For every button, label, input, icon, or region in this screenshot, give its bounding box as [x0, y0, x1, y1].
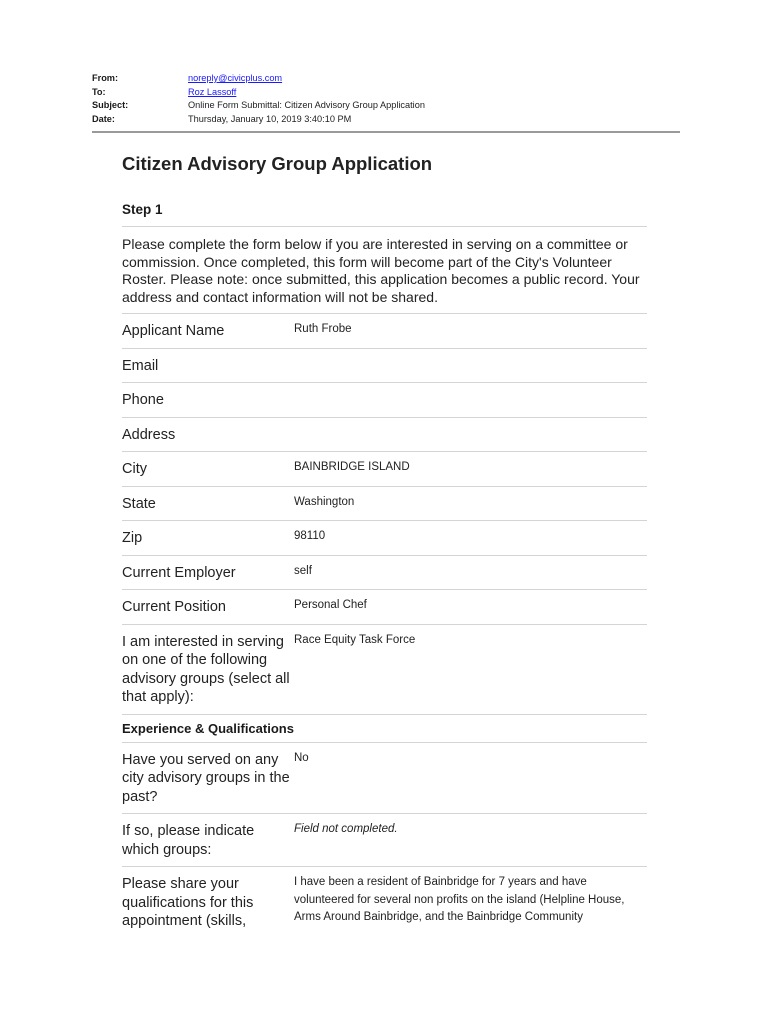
field-label: Zip: [122, 530, 143, 546]
field-label: City: [122, 461, 147, 477]
field-row-city: [122, 452, 647, 487]
field-label: Please share your qualifications for this appointment (skills,: [122, 876, 254, 929]
header-divider: [92, 131, 680, 133]
date-label: Date:: [92, 113, 115, 124]
to-row: [92, 86, 692, 100]
field-row-applicant-name: [122, 314, 647, 349]
subject-row: [92, 99, 692, 113]
field-value: Personal Chef: [294, 599, 367, 611]
section-heading-experience: Experience & Qualifications: [122, 715, 647, 743]
from-label: From:: [92, 73, 119, 83]
field-label: Current Employer: [122, 564, 236, 581]
field-row-current-employer: [122, 556, 647, 591]
field-value: I have been a resident of Bainbridge for 7 years and have volunteered for several non profits on the island (Helpline House, Arms Around Bainbridge, and the Bainbridge Community: [294, 876, 625, 923]
field-value: [294, 418, 647, 452]
field-label: State: [122, 495, 156, 512]
field-row-advisory-groups: [122, 625, 647, 715]
subject-label: Subject:: [92, 100, 129, 110]
field-value: Race Equity Task Force: [294, 633, 416, 646]
application-form: [122, 150, 647, 938]
field-label: Phone: [122, 392, 164, 408]
date-value: Thursday, January 10, 2019 3:40:10 PM: [188, 113, 352, 124]
field-row-address: [122, 418, 647, 453]
to-recipient-link[interactable]: Roz Lassoff: [188, 86, 237, 97]
field-label: Applicant Name: [122, 323, 225, 339]
field-label: If so, please indicate which groups:: [122, 823, 255, 858]
from-email-link[interactable]: noreply@civicplus.com: [188, 73, 283, 83]
field-label: Email: [122, 357, 159, 374]
field-value: BAINBRIDGE ISLAND: [294, 461, 410, 473]
field-row-email: [122, 349, 647, 384]
field-value: self: [294, 564, 312, 577]
field-row-current-position: [122, 590, 647, 625]
field-label: Current Position: [122, 599, 226, 615]
field-value: [294, 349, 647, 383]
field-label: Address: [122, 426, 176, 443]
field-row-zip: [122, 521, 647, 556]
from-row: [92, 72, 692, 86]
to-label: To:: [92, 86, 106, 97]
field-value: 98110: [294, 530, 326, 542]
subject-value: Online Form Submittal: Citizen Advisory Group Application: [188, 100, 425, 110]
field-value: [294, 383, 647, 417]
field-label: Have you served on any city advisory groups in the past?: [122, 751, 290, 805]
field-row-state: [122, 487, 647, 522]
step-heading: Step 1: [122, 202, 163, 217]
field-row-which-groups: [122, 814, 647, 867]
email-header: [92, 72, 692, 126]
field-row-qualifications: [122, 867, 647, 938]
field-label: I am interested in serving on one of the following advisory groups (select all that apply):: [122, 633, 290, 705]
form-title: Citizen Advisory Group Application: [122, 153, 433, 174]
field-row-phone: [122, 383, 647, 418]
field-value: Ruth Frobe: [294, 323, 352, 335]
field-row-served-before: [122, 743, 647, 815]
field-value: Washington: [294, 495, 355, 508]
date-row: [92, 113, 692, 127]
intro-text: Please complete the form below if you are interested in serving on a committee or commission. Once completed, this form will become part of the City's Volunteer Roster. Please note: once submitted, this application becomes a public record. Your address and contact information will not be shared.: [122, 236, 640, 305]
field-value: Field not completed.: [294, 823, 398, 835]
field-value: No: [294, 751, 309, 764]
